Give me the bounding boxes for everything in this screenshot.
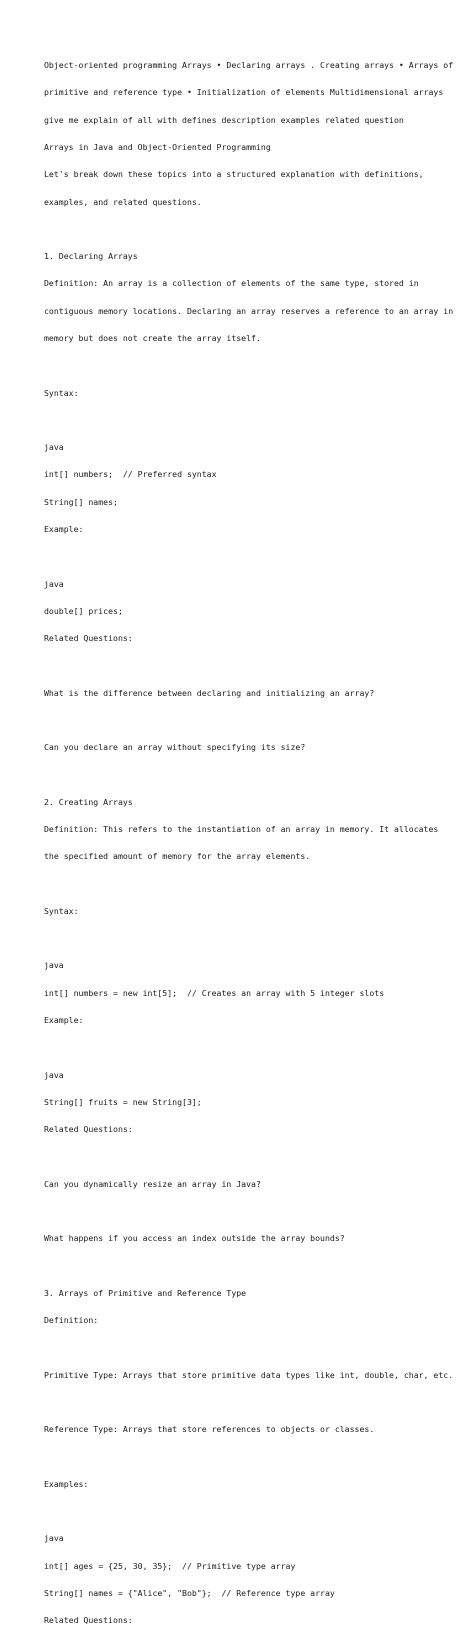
text-line: Definition: An array is a collection of elements of the same type, stored in [44, 278, 419, 289]
code-language-label: java [44, 578, 64, 589]
document-text-body [44, 43, 464, 1644]
question-line: What happens if you access an index outside the array bounds? [44, 1233, 345, 1244]
text-line: Examples: [44, 1478, 89, 1489]
code-line: String[] names; [44, 496, 118, 507]
code-line: int[] ages = {25, 30, 35}; // Primitive type array [44, 1560, 296, 1571]
text-line: Object-oriented programming Arrays • Declaring arrays . Creating arrays • Arrays of [44, 60, 454, 71]
text-line: primitive and reference type • Initialization of elements Multidimensional arrays [44, 87, 444, 98]
text-line: Definition: [44, 1315, 99, 1326]
text-line: Definition: This refers to the instantiation of an array in memory. It allocates [44, 824, 439, 835]
text-line: Related Questions: [44, 1124, 133, 1135]
blank-line [44, 1398, 464, 1407]
blank-line [44, 661, 464, 670]
blank-line [44, 552, 464, 561]
text-line: Related Questions: [44, 633, 133, 644]
text-line: Syntax: [44, 387, 79, 398]
code-line: String[] fruits = new String[3]; [44, 1096, 202, 1107]
question-line: Can you declare an array without specifying its size? [44, 742, 306, 753]
blank-line [44, 1343, 464, 1352]
text-line: contiguous memory locations. Declaring an array reserves a reference to an array in [44, 305, 454, 316]
blank-line [44, 1152, 464, 1161]
code-language-label: java [44, 442, 64, 453]
text-line: give me explain of all with defines description examples related question [44, 114, 404, 125]
code-line: double[] prices; [44, 605, 123, 616]
question-line: Can you dynamically resize an array in Java? [44, 1178, 261, 1189]
blank-line [44, 1207, 464, 1216]
code-language-label: java [44, 960, 64, 971]
blank-line [44, 771, 464, 780]
blank-line [44, 1507, 464, 1516]
text-line: Related Questions: [44, 1615, 133, 1626]
section-heading: 3. Arrays of Primitive and Reference Type [44, 1287, 247, 1298]
text-line: Arrays in Java and Object-Oriented Programming [44, 142, 271, 153]
code-language-label: java [44, 1069, 64, 1080]
code-line: String[] names = {"Alice", "Bob"}; // Reference type array [44, 1587, 335, 1598]
question-line: What is the difference between declaring and initializing an array? [44, 687, 375, 698]
blank-line [44, 416, 464, 425]
blank-line [44, 1453, 464, 1462]
text-line: the specified amount of memory for the array elements. [44, 851, 311, 862]
blank-line [44, 1262, 464, 1271]
section-heading: 2. Creating Arrays [44, 796, 133, 807]
text-line: Example: [44, 1015, 84, 1026]
code-line: int[] numbers = new int[5]; // Creates an array with 5 integer slots [44, 987, 385, 998]
text-line: Syntax: [44, 905, 79, 916]
code-language-label: java [44, 1533, 64, 1544]
text-line: Example: [44, 523, 84, 534]
code-line: int[] numbers; // Preferred syntax [44, 469, 217, 480]
section-heading: 1. Declaring Arrays [44, 251, 138, 262]
blank-line [44, 880, 464, 889]
text-line: Reference Type: Arrays that store references to objects or classes. [44, 1424, 375, 1435]
text-line: examples, and related questions. [44, 196, 202, 207]
blank-line [44, 716, 464, 725]
blank-line [44, 225, 464, 234]
blank-line [44, 934, 464, 943]
blank-line [44, 1043, 464, 1052]
text-line: Primitive Type: Arrays that store primitive data types like int, double, char, etc. [44, 1369, 454, 1380]
blank-line [44, 361, 464, 370]
text-line: Let's break down these topics into a structured explanation with definitions, [44, 169, 424, 180]
text-line: memory but does not create the array itself. [44, 333, 261, 343]
